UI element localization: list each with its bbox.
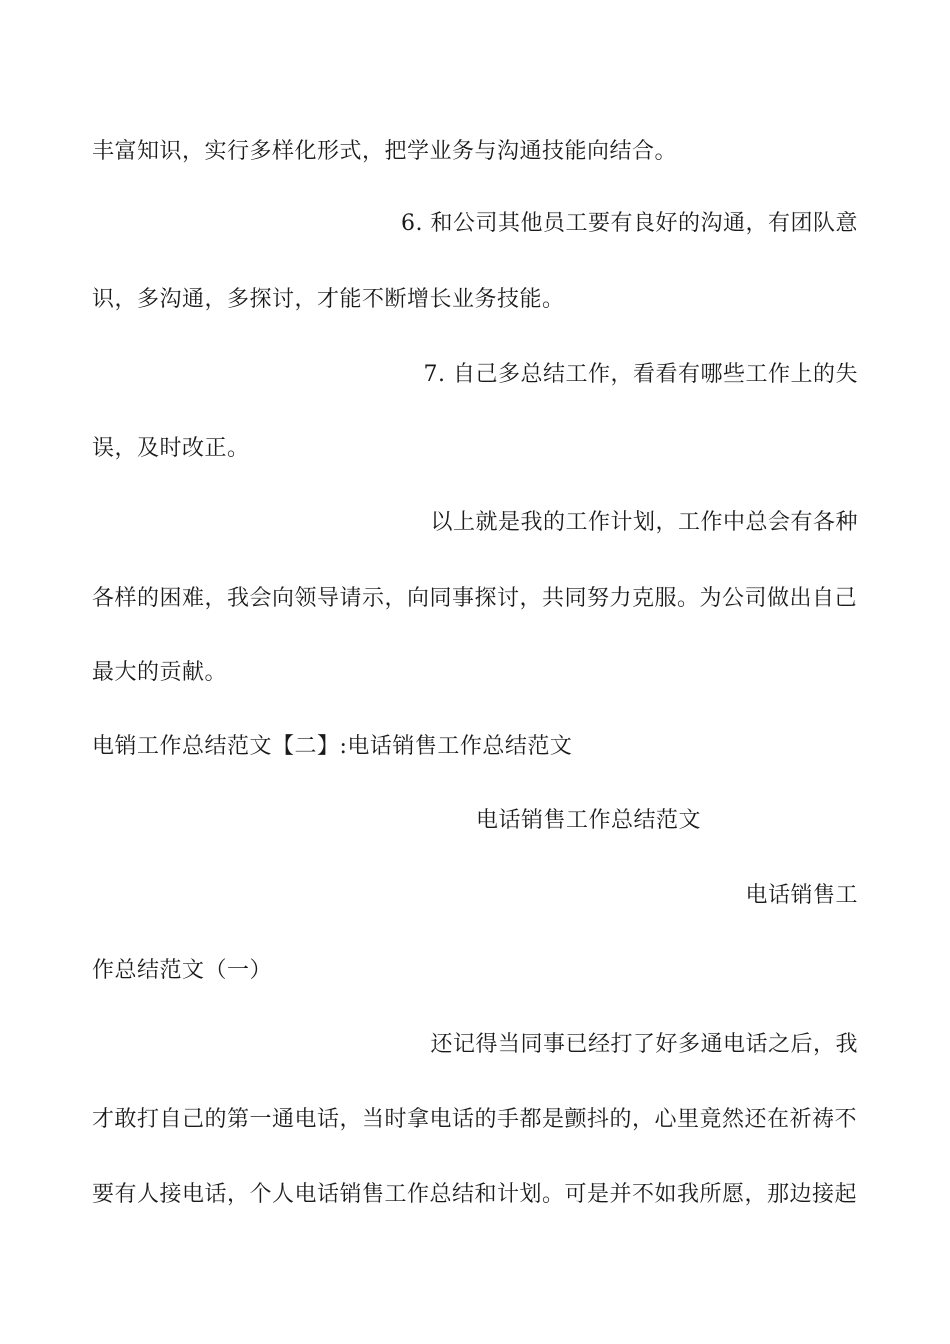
paragraph-line: 才敢打自己的第一通电话，当时拿电话的手都是颤抖的，心里竟然还在祈祷不 [92, 1107, 858, 1132]
paragraph-line: 电话销售工 [745, 883, 858, 908]
paragraph-line: 作总结范文（一） [92, 958, 273, 983]
paragraph-line: 误，及时改正。 [92, 436, 250, 461]
paragraph-line: 以上就是我的工作计划，工作中总会有各种 [430, 510, 858, 535]
paragraph-line: 7. 自己多总结工作，看看有哪些工作上的失 [423, 362, 858, 387]
paragraph-line: 要有人接电话，个人电话销售工作总结和计划。可是并不如我所愿，那边接起 [92, 1182, 858, 1207]
paragraph-line: 各样的困难，我会向领导请示，向同事探讨，共同努力克服。为公司做出自己 [92, 586, 858, 611]
paragraph-line: 丰富知识，实行多样化形式，把学业务与沟通技能向结合。 [92, 139, 678, 164]
section-heading: 电销工作总结范文【二】:电话销售工作总结范文 [92, 734, 573, 759]
paragraph-line: 6. 和公司其他员工要有良好的沟通，有团队意 [401, 211, 858, 236]
document-title: 电话销售工作总结范文 [476, 808, 702, 833]
paragraph-line: 还记得当同事已经打了好多通电话之后，我 [430, 1032, 858, 1057]
paragraph-line: 最大的贡献。 [92, 660, 228, 685]
paragraph-line: 识，多沟通，多探讨，才能不断增长业务技能。 [92, 287, 565, 312]
